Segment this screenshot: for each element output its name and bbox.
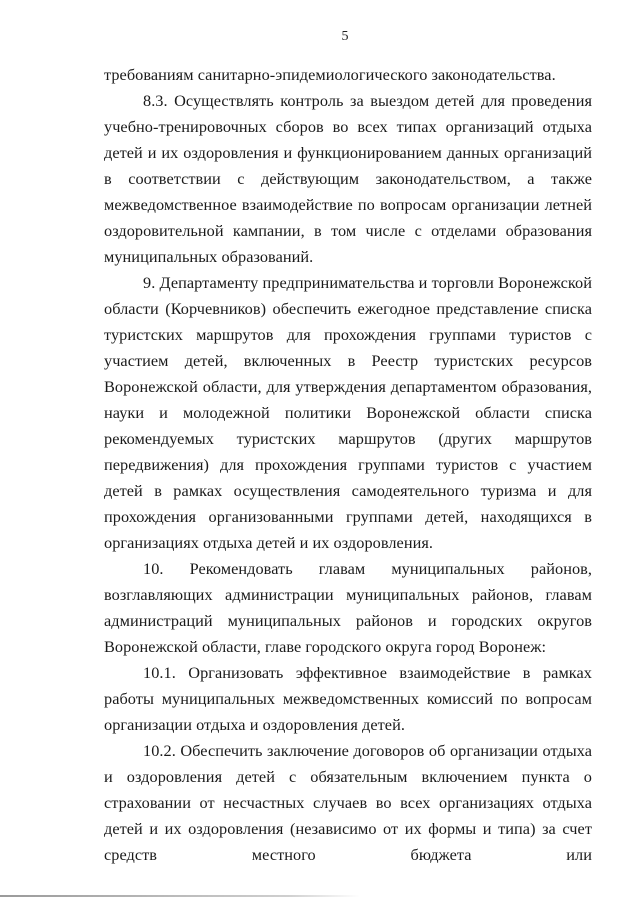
paragraph-10-1: 10.1. Организовать эффективное взаимодействие в рамках работы муниципальных межведомственных комиссий по вопросам организации отдыха и оздоровления детей. (104, 663, 592, 734)
scan-edge-line (0, 895, 360, 897)
paragraph-10: 10. Рекомендовать главам муниципальных районов, возглавляющих администрации муниципальных районов, главам администраций муниципальных районов и городских округов Воронежской области, главе городского округа город Воронеж: (104, 559, 592, 656)
paragraph-continuation: требованиям санитарно-эпидемиологического законодательства. (104, 65, 556, 84)
page-number: 5 (341, 29, 349, 44)
paragraph-8-3: 8.3. Осуществлять контроль за выездом детей для проведения учебно-тренировочных сборов во всех типах организаций отдыха детей и их оздоровления и функционированием данных организаций в соответствии с действующим законодательством, а также межведомственное взаимодействие по вопросам организации летней оздоровительной кампании, в том числе с отделами образования муниципальных образований. (104, 91, 592, 266)
document-body (104, 62, 592, 868)
paragraph-10-2: 10.2. Обеспечить заключение договоров об организации отдыха и оздоровления детей с обязательным включением пункта о страховании от несчастных случаев во всех организациях отдыха детей и их оздоровления (независимо от их формы и типа) за счет средств местного бюджета или (104, 741, 592, 864)
paragraph-9: 9. Департаменту предпринимательства и торговли Воронежской области (Корчевников) обеспечить ежегодное представление списка туристских маршрутов для прохождения группами туристов с участием детей, включенных в Реестр туристских ресурсов Воронежской области, для утверждения департаментом образования, науки и молодежной политики Воронежской области списка рекомендуемых туристских маршрутов (других маршрутов передвижения) для прохождения группами туристов с участием детей в рамках осуществления самодеятельного туризма и для прохождения организованными группами детей, находящихся в организациях отдыха детей и их оздоровления. (104, 273, 592, 552)
